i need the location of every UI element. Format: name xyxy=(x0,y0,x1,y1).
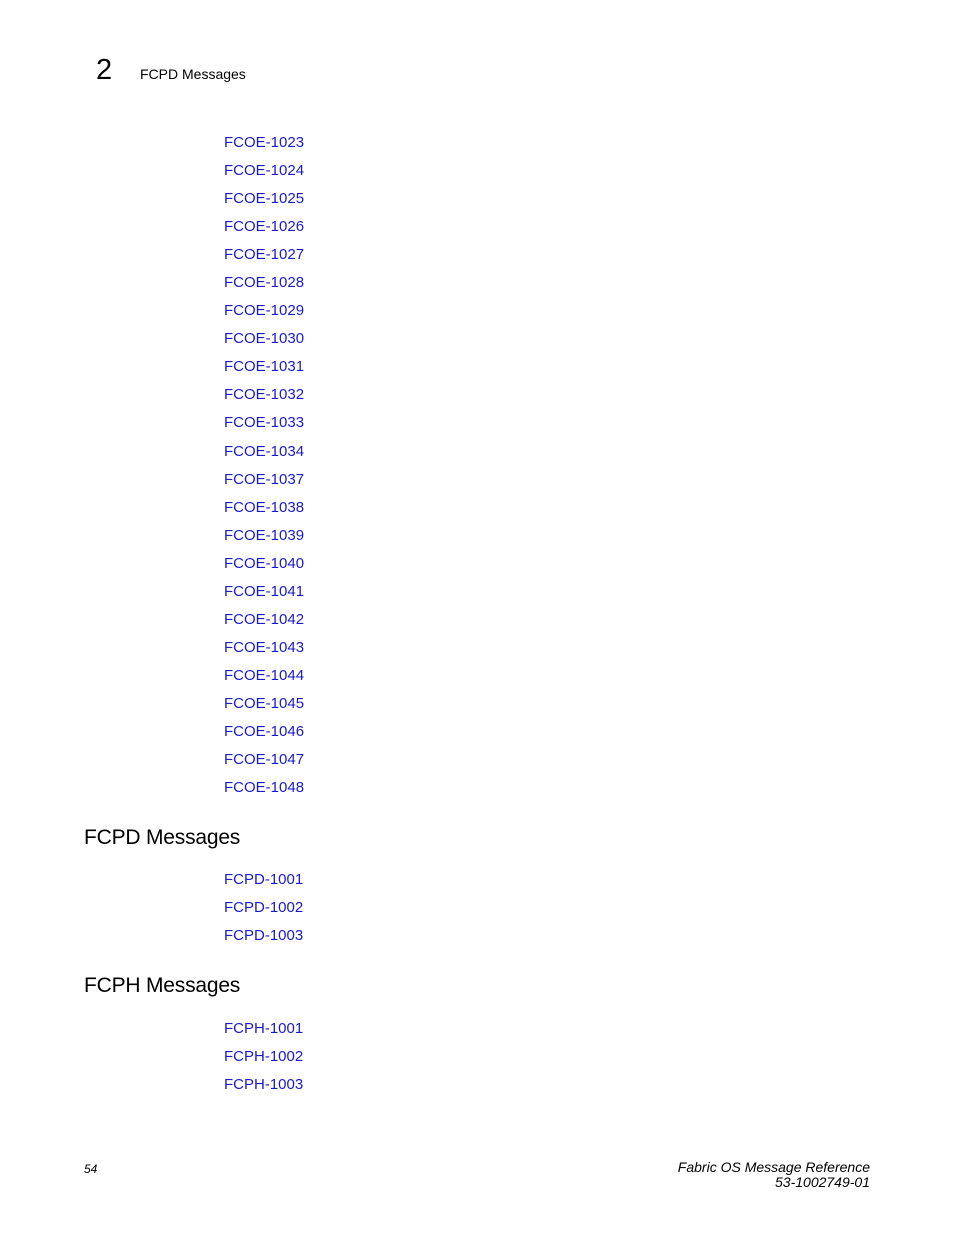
running-header-title: FCPD Messages xyxy=(140,66,246,82)
section-heading-fcpd: FCPD Messages xyxy=(84,826,241,849)
link-fcoe-1046[interactable]: FCOE-1046 xyxy=(224,722,305,740)
list-item xyxy=(224,638,304,666)
link-fcoe-1030[interactable]: FCOE-1030 xyxy=(224,330,305,348)
list-item xyxy=(224,526,304,554)
link-fcpd-1001[interactable]: FCPD-1001 xyxy=(224,871,304,888)
footer-doc-number: 53-1002749-01 xyxy=(775,1174,870,1190)
link-fcoe-1024[interactable]: FCOE-1024 xyxy=(224,162,305,180)
list-item xyxy=(224,582,304,610)
list-item xyxy=(224,722,304,750)
list-item xyxy=(224,926,303,954)
list-item xyxy=(224,413,304,441)
list-item xyxy=(224,329,304,357)
fcpd-link-list xyxy=(224,870,303,954)
link-fcoe-1025[interactable]: FCOE-1025 xyxy=(224,190,305,208)
list-item xyxy=(224,442,304,470)
link-fcoe-1026[interactable]: FCOE-1026 xyxy=(224,218,305,236)
list-item xyxy=(224,301,304,329)
link-fcoe-1044[interactable]: FCOE-1044 xyxy=(224,666,305,684)
footer-doc-info xyxy=(678,1160,870,1190)
list-item xyxy=(224,161,304,189)
link-fcoe-1041[interactable]: FCOE-1041 xyxy=(224,582,305,600)
list-item xyxy=(224,498,304,526)
link-fcpd-1002[interactable]: FCPD-1002 xyxy=(224,899,304,917)
list-item xyxy=(224,870,303,898)
link-fcoe-1023[interactable]: FCOE-1023 xyxy=(224,134,305,151)
link-fcoe-1028[interactable]: FCOE-1028 xyxy=(224,274,305,292)
link-fcoe-1045[interactable]: FCOE-1045 xyxy=(224,694,305,712)
list-item xyxy=(224,357,304,385)
page-number: 54 xyxy=(84,1162,98,1176)
list-item xyxy=(224,1047,303,1075)
list-item xyxy=(224,245,304,273)
section-heading-fcph: FCPH Messages xyxy=(84,974,241,997)
list-item xyxy=(224,778,304,806)
list-item xyxy=(224,666,304,694)
list-item xyxy=(224,610,304,638)
link-fcph-1002[interactable]: FCPH-1002 xyxy=(224,1048,304,1066)
link-fcoe-1040[interactable]: FCOE-1040 xyxy=(224,554,305,572)
list-item xyxy=(224,273,304,301)
list-item xyxy=(224,217,304,245)
link-fcoe-1027[interactable]: FCOE-1027 xyxy=(224,246,305,264)
link-fcoe-1031[interactable]: FCOE-1031 xyxy=(224,358,305,376)
link-fcph-1001[interactable]: FCPH-1001 xyxy=(224,1020,304,1037)
link-fcoe-1029[interactable]: FCOE-1029 xyxy=(224,302,305,320)
list-item xyxy=(224,1019,303,1047)
list-item xyxy=(224,470,304,498)
fcoe-link-list xyxy=(224,133,304,806)
list-item xyxy=(224,1075,303,1103)
list-item xyxy=(224,385,304,413)
link-fcoe-1038[interactable]: FCOE-1038 xyxy=(224,498,305,516)
list-item xyxy=(224,750,304,778)
list-item xyxy=(224,898,303,926)
list-item xyxy=(224,133,304,161)
list-item xyxy=(224,694,304,722)
link-fcoe-1039[interactable]: FCOE-1039 xyxy=(224,526,305,544)
link-fcoe-1037[interactable]: FCOE-1037 xyxy=(224,470,305,488)
list-item xyxy=(224,189,304,217)
fcph-link-list xyxy=(224,1019,303,1103)
link-fcoe-1042[interactable]: FCOE-1042 xyxy=(224,610,305,628)
link-fcoe-1047[interactable]: FCOE-1047 xyxy=(224,751,305,769)
link-fcpd-1003[interactable]: FCPD-1003 xyxy=(224,927,304,945)
link-fcoe-1043[interactable]: FCOE-1043 xyxy=(224,638,305,656)
link-fcph-1003[interactable]: FCPH-1003 xyxy=(224,1076,304,1094)
link-fcoe-1033[interactable]: FCOE-1033 xyxy=(224,414,305,432)
link-fcoe-1048[interactable]: FCOE-1048 xyxy=(224,779,305,797)
list-item xyxy=(224,554,304,582)
link-fcoe-1032[interactable]: FCOE-1032 xyxy=(224,386,305,404)
chapter-number: 2 xyxy=(96,54,113,86)
link-fcoe-1034[interactable]: FCOE-1034 xyxy=(224,442,305,460)
footer-doc-title: Fabric OS Message Reference xyxy=(677,1159,870,1175)
